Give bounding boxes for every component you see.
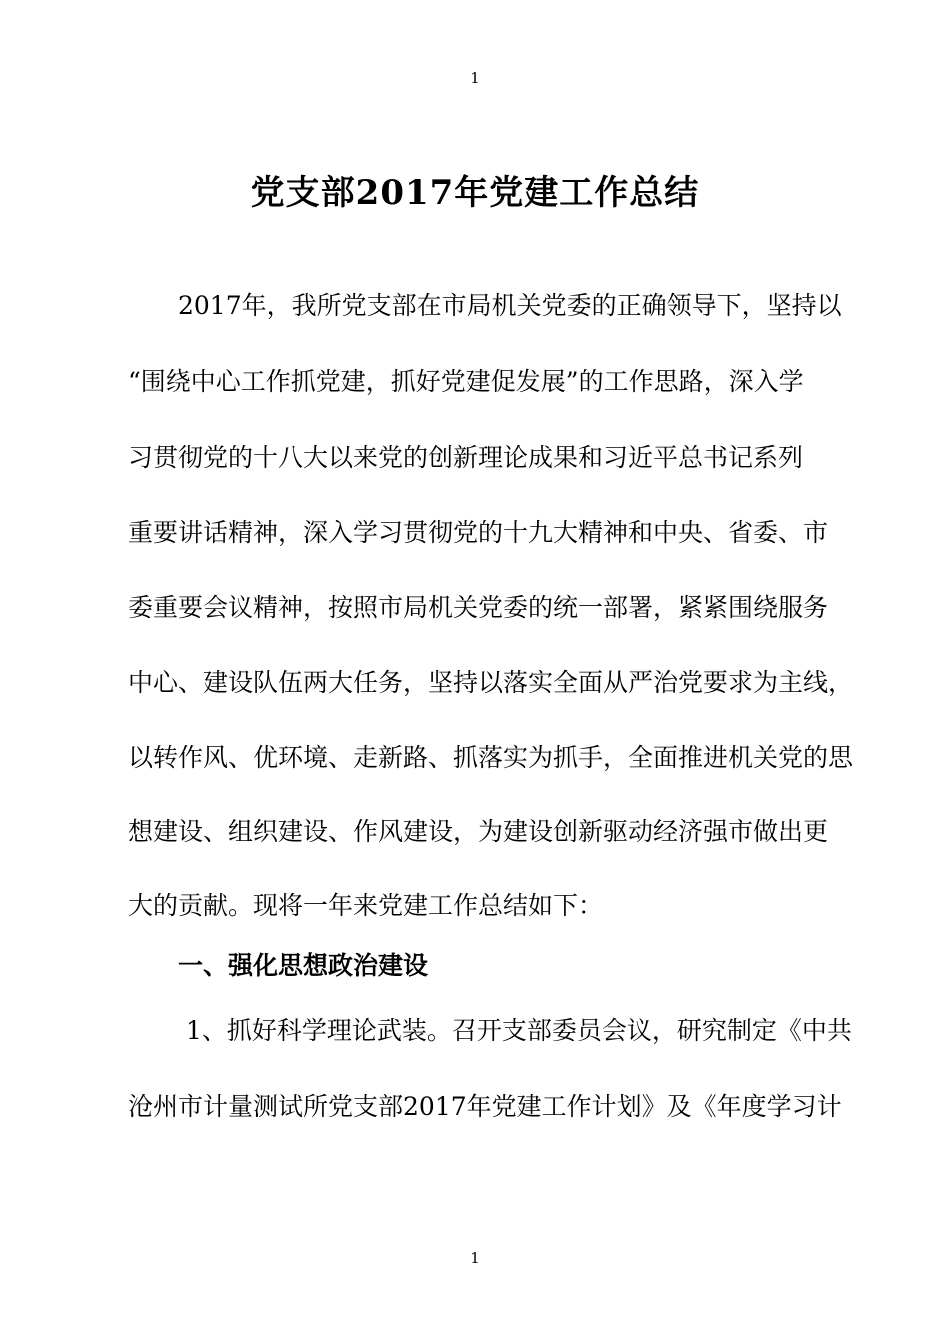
paragraph-line: 1、抓好科学理论武装。召开支部委员会议，研究制定《中共: [186, 1016, 852, 1045]
paragraph-line: 重要讲话精神，深入学习贯彻党的十九大精神和中央、省委、市: [128, 518, 829, 547]
paragraph-line: 沧州市计量测试所党支部2017年党建工作计划》及《年度学习计: [128, 1092, 842, 1121]
paragraph-line: 想建设、组织建设、作风建设，为建设创新驱动经济强市做出更: [128, 817, 829, 846]
paragraph-line: 2017年，我所党支部在市局机关党委的正确领导下，坚持以: [178, 291, 842, 320]
document-title: 党支部2017年党建工作总结: [250, 173, 700, 213]
paragraph-line: 委重要会议精神，按照市局机关党委的统一部署，紧紧围绕服务: [128, 593, 829, 622]
page-number-top: 1: [470, 69, 480, 87]
page-number-bottom: 1: [470, 1249, 480, 1267]
paragraph-line: 大的贡献。现将一年来党建工作总结如下：: [128, 891, 604, 920]
paragraph-line: 以转作风、优环境、走新路、抓落实为抓手，全面推进机关党的思: [128, 743, 854, 772]
paragraph-line: 中心、建设队伍两大任务，坚持以落实全面从严治党要求为主线，: [128, 668, 854, 697]
section-heading: 一、强化思想政治建设: [178, 951, 429, 980]
paragraph-line: “围绕中心工作抓党建，抓好党建促发展”的工作思路，深入学: [128, 367, 804, 396]
paragraph-line: 习贯彻党的十八大以来党的创新理论成果和习近平总书记系列: [128, 443, 804, 472]
